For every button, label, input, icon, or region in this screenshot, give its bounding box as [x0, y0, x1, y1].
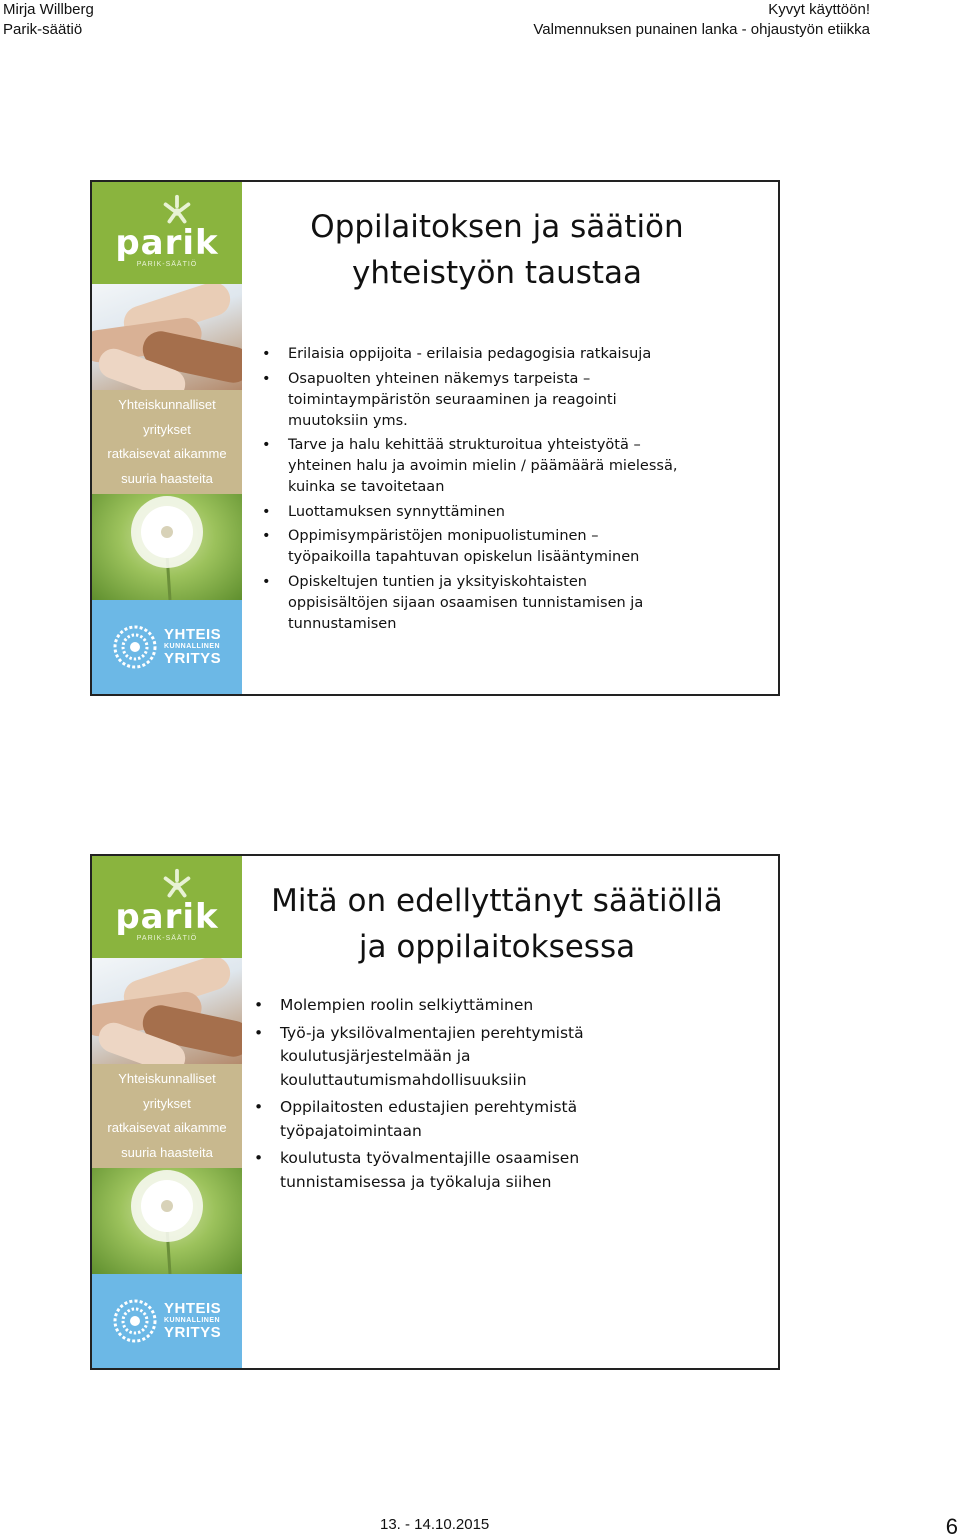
dandelion-photo — [92, 494, 242, 600]
hands-photo — [92, 958, 242, 1064]
parik-logo — [92, 182, 242, 284]
badge-word: KUNNALLINEN — [164, 1317, 221, 1324]
slide-title — [247, 878, 747, 970]
header-right — [533, 0, 870, 40]
badge-word: YHTEIS — [164, 626, 222, 643]
header-left — [3, 0, 94, 40]
badge-word: YRITYS — [164, 650, 222, 667]
logo-text: parik — [115, 896, 219, 937]
page-number: 6 — [945, 1514, 958, 1539]
dandelion-photo — [92, 1168, 242, 1274]
header-subtitle: Valmennuksen punainen lanka - ohjaustyön etiikka — [533, 21, 870, 38]
slogan-line: suuria haasteita — [121, 1144, 213, 1160]
bullet-item: • Luottamuksen synnyttäminen — [262, 502, 682, 523]
slide-sidebar — [92, 182, 242, 694]
slogan-line: Yhteiskunnalliset — [118, 1071, 216, 1086]
title-line: Mitä on edellyttänyt säätiöllä — [271, 883, 723, 919]
bullet-item: • Erilaisia oppijoita - erilaisia pedagogisia ratkaisuja — [262, 344, 682, 365]
sunburst-icon — [112, 1298, 158, 1344]
slogan-block — [92, 390, 242, 494]
parik-logo — [92, 856, 242, 958]
slogan-line: suuria haasteita — [121, 470, 213, 486]
dandelion-icon — [92, 1168, 242, 1274]
badge-word: KUNNALLINEN — [164, 643, 221, 650]
slide-sidebar — [92, 856, 242, 1368]
badge-word: YRITYS — [164, 1324, 222, 1341]
author-name: Mirja Willberg — [3, 1, 94, 18]
slide-2 — [90, 854, 780, 1370]
sunburst-icon — [112, 624, 158, 670]
bullet-item: • Työ-ja yksilövalmentajien perehtymistä koulutusjärjestelmään ja kouluttautumismahdollisuuksiin — [254, 1022, 654, 1093]
slogan-line: yritykset — [143, 421, 191, 437]
yhteiskunnallinen-yritys-badge — [92, 600, 242, 694]
logo-text: parik — [115, 222, 219, 263]
dandelion-icon — [92, 494, 242, 600]
logo-subtext: PARIK-SÄÄTIÖ — [136, 260, 198, 268]
title-line: Oppilaitoksen ja säätiön — [310, 209, 684, 245]
slogan-block — [92, 1064, 242, 1168]
bullet-item: • Osapuolten yhteinen näkemys tarpeista – toimintaympäristön seuraaminen ja reagointi muutoksiin yms. — [262, 369, 682, 432]
bullet-item: • Oppimisympäristöjen monipuolistuminen – työpaikoilla tapahtuvan opiskelun lisääntyminen — [262, 526, 682, 568]
slide-1 — [90, 180, 780, 696]
bullet-list — [254, 994, 654, 1198]
slogan-line: yritykset — [143, 1095, 191, 1111]
bullet-list — [262, 344, 682, 638]
slogan-line: ratkaisevat aikamme — [107, 446, 227, 461]
bullet-item: • Tarve ja halu kehittää strukturoitua yhteistyötä – yhteinen halu ja avoimin mielin / päämäärä mielessä, kuinka se tavoitetaan — [262, 435, 682, 498]
slide-title — [247, 204, 747, 296]
bullet-item: • Oppilaitosten edustajien perehtymistä työpajatoimintaan — [254, 1096, 654, 1143]
bullet-item: • koulutusta työvalmentajille osaamisen tunnistamisessa ja työkaluja siihen — [254, 1147, 654, 1194]
bullet-item: • Opiskeltujen tuntien ja yksityiskohtaisten oppisisältöjen sijaan osaamisen tunnistamisen ja tunnustamisen — [262, 572, 682, 635]
yhteiskunnallinen-yritys-badge — [92, 1274, 242, 1368]
logo-subtext: PARIK-SÄÄTIÖ — [136, 934, 198, 942]
title-line: yhteistyön taustaa — [351, 255, 643, 291]
hands-photo — [92, 284, 242, 390]
badge-text — [164, 1300, 222, 1341]
slogan-line: ratkaisevat aikamme — [107, 1120, 227, 1135]
bullet-item: • Molempien roolin selkiyttäminen — [254, 994, 654, 1018]
header-tagline: Kyvyt käyttöön! — [768, 1, 870, 18]
badge-text — [164, 626, 222, 667]
footer-date: 13. - 14.10.2015 — [380, 1516, 490, 1533]
slogan-line: Yhteiskunnalliset — [118, 397, 216, 412]
organization-name: Parik-säätiö — [3, 21, 83, 38]
title-line: ja oppilaitoksessa — [358, 929, 636, 965]
badge-word: YHTEIS — [164, 1300, 222, 1317]
